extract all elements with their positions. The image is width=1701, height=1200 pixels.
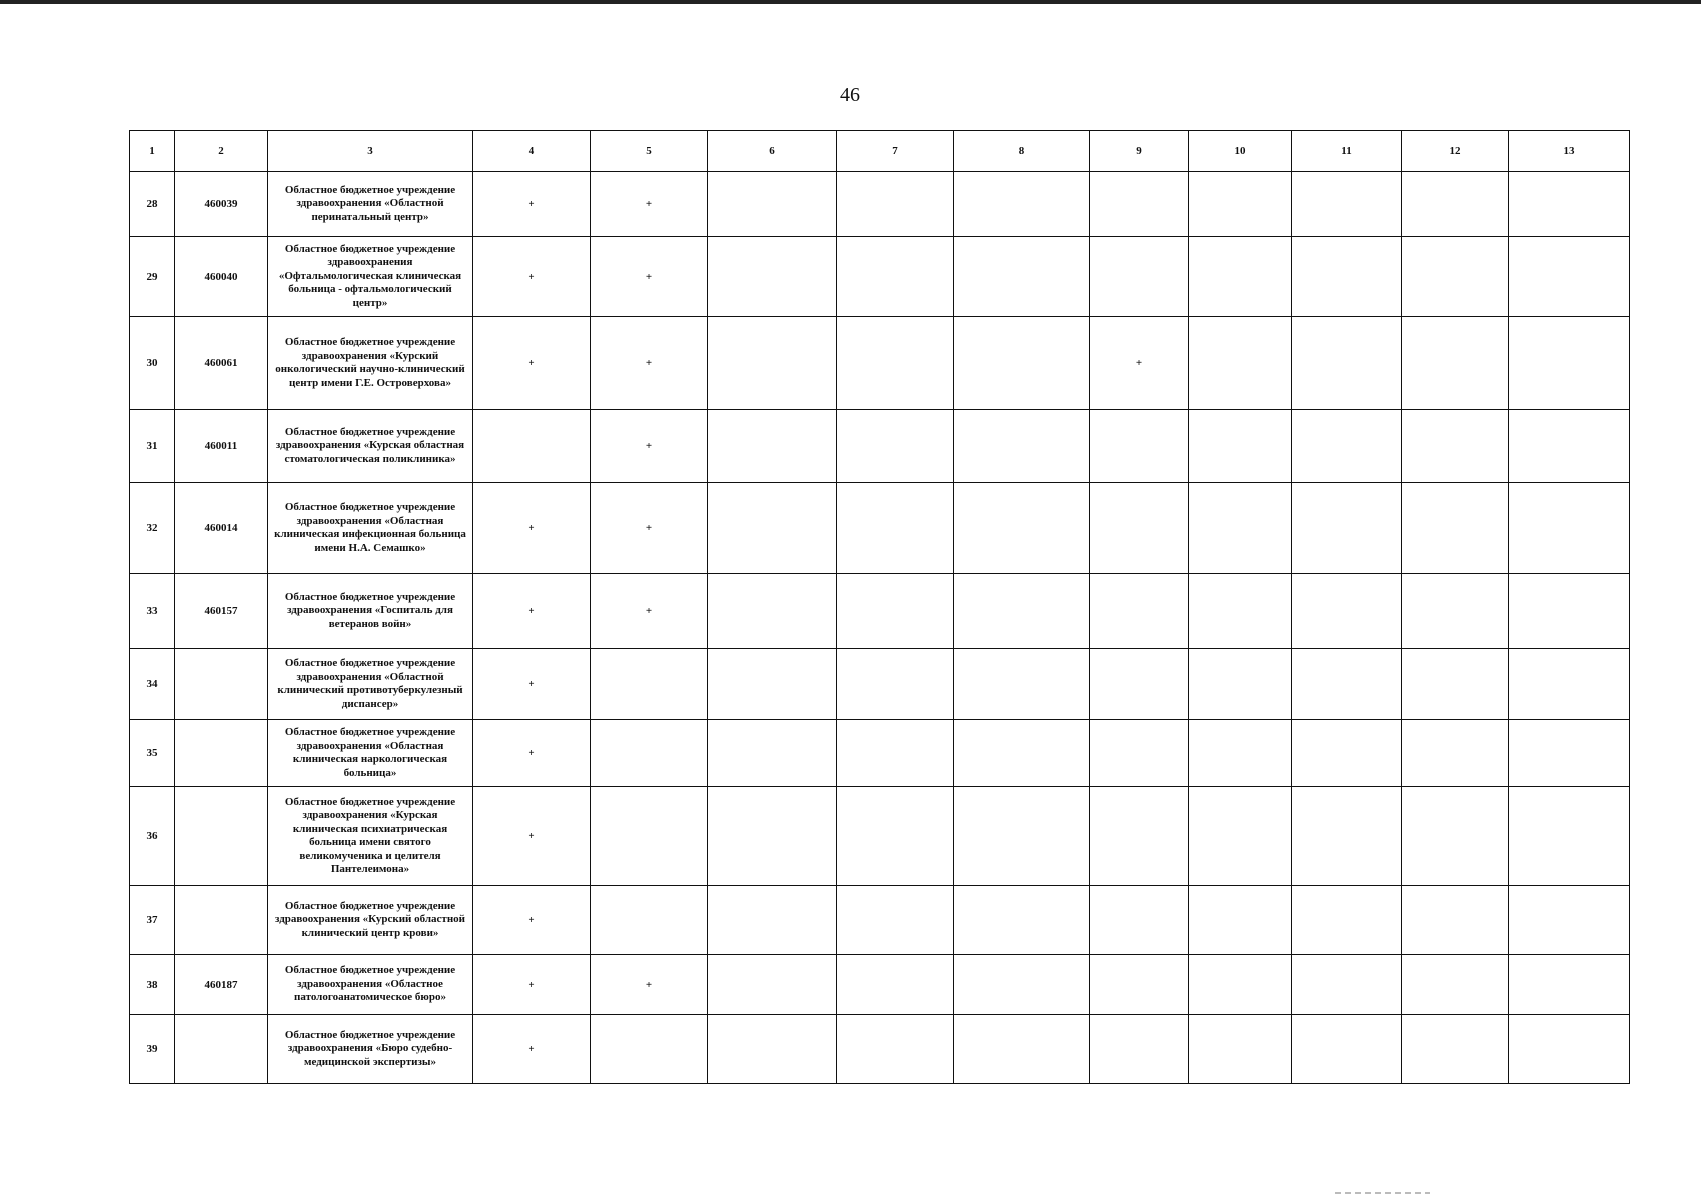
- mark-cell: [1090, 787, 1189, 886]
- mark-cell: [1189, 574, 1292, 649]
- mark-cell: [1090, 574, 1189, 649]
- top-scan-edge: [0, 0, 1701, 4]
- institution-code: 460157: [175, 574, 268, 649]
- mark-cell: [1509, 886, 1630, 955]
- row-number: 35: [130, 720, 175, 787]
- mark-cell: [1292, 649, 1402, 720]
- mark-cell: +: [473, 649, 591, 720]
- mark-cell: [1189, 172, 1292, 237]
- mark-cell: [1189, 410, 1292, 483]
- mark-cell: [837, 955, 954, 1015]
- mark-cell: +: [473, 172, 591, 237]
- mark-cell: +: [473, 237, 591, 317]
- mark-cell: [837, 649, 954, 720]
- mark-cell: [708, 1015, 837, 1084]
- mark-cell: [1292, 787, 1402, 886]
- mark-cell: [954, 787, 1090, 886]
- table-row: [130, 483, 1630, 574]
- mark-cell: [1509, 483, 1630, 574]
- column-header: 3: [268, 131, 473, 172]
- column-header: 7: [837, 131, 954, 172]
- institution-name: Областное бюджетное учреждение здравоохранения «Бюро судебно-медицинской экспертизы»: [268, 1015, 473, 1084]
- column-header: 1: [130, 131, 175, 172]
- mark-cell: [954, 172, 1090, 237]
- column-header: 5: [591, 131, 708, 172]
- mark-cell: +: [1090, 317, 1189, 410]
- mark-cell: +: [473, 574, 591, 649]
- mark-cell: [1292, 886, 1402, 955]
- mark-cell: [708, 886, 837, 955]
- mark-cell: [1292, 237, 1402, 317]
- mark-cell: [1292, 1015, 1402, 1084]
- mark-cell: [1292, 955, 1402, 1015]
- institution-code: [175, 649, 268, 720]
- mark-cell: [1189, 1015, 1292, 1084]
- table-row: [130, 1015, 1630, 1084]
- mark-cell: +: [591, 317, 708, 410]
- mark-cell: [1509, 237, 1630, 317]
- institution-name: Областное бюджетное учреждение здравоохранения «Областное патологоанатомическое бюро»: [268, 955, 473, 1015]
- mark-cell: [1090, 1015, 1189, 1084]
- row-number: 31: [130, 410, 175, 483]
- mark-cell: [1509, 172, 1630, 237]
- mark-cell: [837, 483, 954, 574]
- mark-cell: [1402, 317, 1509, 410]
- institution-name: Областное бюджетное учреждение здравоохранения «Курская клиническая психиатрическая больница имени святого великомученика и целителя Пантелеимона»: [268, 787, 473, 886]
- mark-cell: [708, 720, 837, 787]
- page-number: 46: [840, 84, 860, 106]
- institution-name: Областное бюджетное учреждение здравоохранения «Областная клиническая наркологическая больница»: [268, 720, 473, 787]
- mark-cell: [1189, 955, 1292, 1015]
- mark-cell: [1090, 237, 1189, 317]
- mark-cell: [708, 237, 837, 317]
- mark-cell: [1292, 317, 1402, 410]
- row-number: 28: [130, 172, 175, 237]
- table-row: [130, 886, 1630, 955]
- mark-cell: [1189, 483, 1292, 574]
- institution-name: Областное бюджетное учреждение здравоохранения «Курская областная стоматологическая поликлиника»: [268, 410, 473, 483]
- mark-cell: [1090, 483, 1189, 574]
- institution-name: Областное бюджетное учреждение здравоохранения «Госпиталь для ветеранов войн»: [268, 574, 473, 649]
- mark-cell: [708, 955, 837, 1015]
- mark-cell: [1189, 720, 1292, 787]
- institution-code: 460061: [175, 317, 268, 410]
- mark-cell: [1189, 237, 1292, 317]
- mark-cell: [708, 172, 837, 237]
- row-number: 30: [130, 317, 175, 410]
- institution-name: Областное бюджетное учреждение здравоохранения «Областной клинический противотуберкулезный диспансер»: [268, 649, 473, 720]
- mark-cell: [708, 410, 837, 483]
- mark-cell: [708, 483, 837, 574]
- institution-code: [175, 886, 268, 955]
- mark-cell: [954, 317, 1090, 410]
- mark-cell: [1189, 317, 1292, 410]
- mark-cell: [708, 787, 837, 886]
- mark-cell: [1189, 886, 1292, 955]
- mark-cell: [837, 410, 954, 483]
- mark-cell: [1402, 172, 1509, 237]
- mark-cell: +: [473, 317, 591, 410]
- column-header: 4: [473, 131, 591, 172]
- mark-cell: [1402, 720, 1509, 787]
- institution-name: Областное бюджетное учреждение здравоохранения «Курский областной клинический центр крови»: [268, 886, 473, 955]
- row-number: 34: [130, 649, 175, 720]
- mark-cell: [837, 172, 954, 237]
- table-row: [130, 787, 1630, 886]
- mark-cell: [954, 720, 1090, 787]
- mark-cell: [591, 787, 708, 886]
- mark-cell: [1402, 886, 1509, 955]
- mark-cell: [1402, 1015, 1509, 1084]
- row-number: 32: [130, 483, 175, 574]
- table-row: [130, 237, 1630, 317]
- mark-cell: [591, 1015, 708, 1084]
- mark-cell: [1402, 649, 1509, 720]
- mark-cell: [837, 787, 954, 886]
- table-row: [130, 574, 1630, 649]
- mark-cell: [954, 886, 1090, 955]
- mark-cell: [1292, 574, 1402, 649]
- mark-cell: [1509, 1015, 1630, 1084]
- column-header: 10: [1189, 131, 1292, 172]
- mark-cell: +: [591, 172, 708, 237]
- mark-cell: [1509, 410, 1630, 483]
- mark-cell: +: [591, 410, 708, 483]
- mark-cell: [1189, 649, 1292, 720]
- mark-cell: [837, 1015, 954, 1084]
- institution-code: 460187: [175, 955, 268, 1015]
- mark-cell: +: [473, 720, 591, 787]
- mark-cell: [1509, 574, 1630, 649]
- mark-cell: [1509, 649, 1630, 720]
- mark-cell: [1090, 720, 1189, 787]
- mark-cell: [1189, 787, 1292, 886]
- mark-cell: [1402, 955, 1509, 1015]
- mark-cell: [708, 574, 837, 649]
- institution-code: 460014: [175, 483, 268, 574]
- mark-cell: [954, 955, 1090, 1015]
- mark-cell: [837, 317, 954, 410]
- mark-cell: [1509, 317, 1630, 410]
- mark-cell: [591, 649, 708, 720]
- mark-cell: [1402, 410, 1509, 483]
- table-row: [130, 172, 1630, 237]
- institution-name: Областное бюджетное учреждение здравоохранения «Областная клиническая инфекционная больница имени Н.А. Семашко»: [268, 483, 473, 574]
- table-body: [130, 172, 1630, 1084]
- mark-cell: [837, 574, 954, 649]
- mark-cell: [837, 720, 954, 787]
- mark-cell: [1292, 172, 1402, 237]
- institution-code: [175, 1015, 268, 1084]
- column-header: 11: [1292, 131, 1402, 172]
- institution-name: Областное бюджетное учреждение здравоохранения «Офтальмологическая клиническая больница - офтальмологический центр»: [268, 237, 473, 317]
- mark-cell: [954, 574, 1090, 649]
- mark-cell: [954, 1015, 1090, 1084]
- mark-cell: [954, 237, 1090, 317]
- column-header: 2: [175, 131, 268, 172]
- row-number: 37: [130, 886, 175, 955]
- table-row: [130, 720, 1630, 787]
- mark-cell: [1292, 410, 1402, 483]
- mark-cell: [708, 649, 837, 720]
- mark-cell: +: [591, 955, 708, 1015]
- mark-cell: +: [473, 1015, 591, 1084]
- mark-cell: [1402, 237, 1509, 317]
- row-number: 33: [130, 574, 175, 649]
- mark-cell: +: [591, 483, 708, 574]
- mark-cell: [837, 237, 954, 317]
- row-number: 38: [130, 955, 175, 1015]
- mark-cell: +: [473, 955, 591, 1015]
- table-row: [130, 649, 1630, 720]
- institution-code: 460040: [175, 237, 268, 317]
- mark-cell: [591, 720, 708, 787]
- scan-artifact: [1335, 1192, 1430, 1194]
- mark-cell: [954, 649, 1090, 720]
- institution-name: Областное бюджетное учреждение здравоохранения «Курский онкологический научно-клинический центр имени Г.Е. Островерхова»: [268, 317, 473, 410]
- column-header: 9: [1090, 131, 1189, 172]
- mark-cell: [1090, 410, 1189, 483]
- column-header: 13: [1509, 131, 1630, 172]
- mark-cell: [1292, 720, 1402, 787]
- mark-cell: +: [473, 483, 591, 574]
- mark-cell: [1292, 483, 1402, 574]
- mark-cell: [1090, 886, 1189, 955]
- register-table: [129, 130, 1630, 1084]
- row-number: 36: [130, 787, 175, 886]
- institution-code: 460039: [175, 172, 268, 237]
- column-header: 8: [954, 131, 1090, 172]
- institution-code: [175, 787, 268, 886]
- mark-cell: [1090, 649, 1189, 720]
- institution-code: 460011: [175, 410, 268, 483]
- institution-name: Областное бюджетное учреждение здравоохранения «Областной перинатальный центр»: [268, 172, 473, 237]
- mark-cell: +: [473, 886, 591, 955]
- mark-cell: [837, 886, 954, 955]
- mark-cell: [473, 410, 591, 483]
- mark-cell: [591, 886, 708, 955]
- mark-cell: [1402, 787, 1509, 886]
- mark-cell: [1402, 574, 1509, 649]
- mark-cell: [1509, 787, 1630, 886]
- institution-code: [175, 720, 268, 787]
- mark-cell: [1402, 483, 1509, 574]
- table-row: [130, 317, 1630, 410]
- column-header: 12: [1402, 131, 1509, 172]
- mark-cell: [1090, 172, 1189, 237]
- mark-cell: [954, 410, 1090, 483]
- mark-cell: [1509, 720, 1630, 787]
- mark-cell: +: [473, 787, 591, 886]
- mark-cell: +: [591, 237, 708, 317]
- mark-cell: +: [591, 574, 708, 649]
- header-row: [130, 131, 1630, 172]
- table-row: [130, 410, 1630, 483]
- column-header: 6: [708, 131, 837, 172]
- mark-cell: [708, 317, 837, 410]
- table-row: [130, 955, 1630, 1015]
- mark-cell: [1090, 955, 1189, 1015]
- row-number: 39: [130, 1015, 175, 1084]
- mark-cell: [1509, 955, 1630, 1015]
- row-number: 29: [130, 237, 175, 317]
- mark-cell: [954, 483, 1090, 574]
